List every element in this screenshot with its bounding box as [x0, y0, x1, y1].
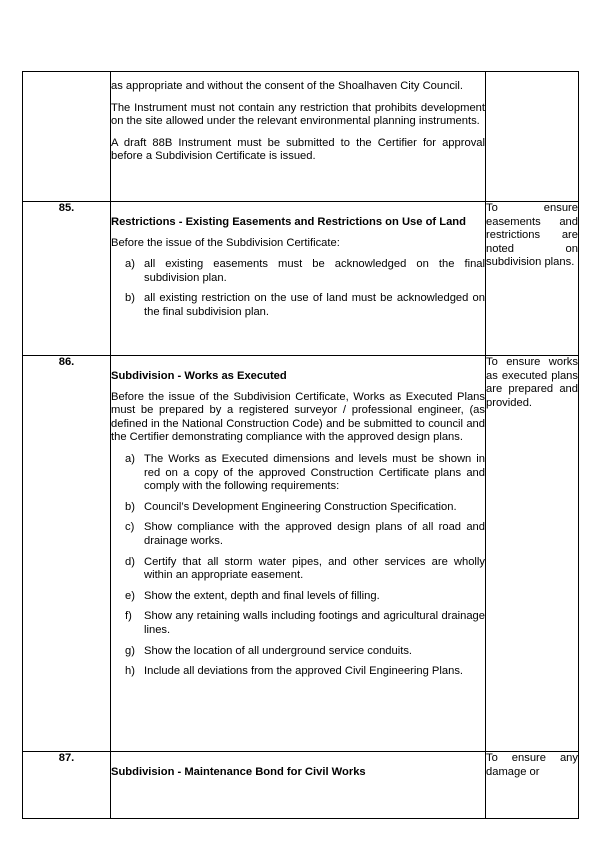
list-item — [111, 258, 485, 285]
condition-body — [111, 752, 486, 819]
list-item — [111, 610, 485, 637]
conditions-table — [22, 71, 579, 819]
paragraph: Before the issue of the Subdivision Certificate, Works as Executed Plans must be prepared by a registered surveyor / professional engineer, (as defined in the National Construction Code) and be submitted to council and the Certifier demonstrating compliance with the approved design plans. — [111, 390, 485, 444]
list-item — [111, 645, 485, 659]
list-text: Council’s Development Engineering Construction Specification. — [144, 500, 457, 513]
list-text: Show any retaining walls including footings and agricultural drainage lines. — [144, 610, 485, 636]
paragraph: The Instrument must not contain any restriction that prohibits development on the site allowed under the relevant environmental planning instruments. — [111, 101, 485, 128]
paragraph: Before the issue of the Subdivision Certificate: — [111, 236, 340, 249]
list-text: Include all deviations from the approved Civil Engineering Plans. — [144, 665, 464, 678]
condition-body — [111, 72, 486, 202]
list-text: all existing restriction on the use of land must be acknowledged on the final subdivision plan. — [144, 292, 485, 318]
list-item — [111, 590, 485, 604]
condition-number: 86. — [23, 356, 111, 752]
paragraph: as appropriate and without the consent of the Shoalhaven City Council. — [111, 80, 464, 92]
list-item — [111, 292, 485, 319]
list-label: a) — [125, 452, 135, 465]
list-item — [111, 521, 485, 548]
list-label: e) — [125, 589, 135, 602]
list-text: all existing easements must be acknowledged on the final subdivision plan. — [144, 258, 485, 284]
condition-reason — [486, 72, 579, 202]
list-item — [111, 453, 485, 494]
list-text: Certify that all storm water pipes, and other services are wholly within an appropriate easement. — [144, 555, 485, 582]
list-label: f) — [125, 610, 132, 623]
condition-heading: Restrictions - Existing Easements and Restrictions on Use of Land — [111, 216, 466, 228]
condition-body — [111, 356, 486, 752]
list-text: Show the location of all underground service conduits. — [144, 644, 413, 657]
table-row — [23, 72, 579, 202]
list-label: b) — [125, 500, 135, 513]
list-text: Show the extent, depth and final levels of filling. — [144, 589, 380, 602]
list-text: The Works as Executed dimensions and levels must be shown in red on a copy of the approved Construction Certificate plans and comply with the following requirements: — [144, 452, 485, 493]
condition-reason: To ensure any damage or — [486, 752, 579, 819]
table-row — [23, 752, 579, 819]
condition-number: 85. — [23, 202, 111, 356]
list-item — [111, 665, 485, 679]
list-label: h) — [125, 665, 135, 678]
table-row — [23, 356, 579, 752]
condition-heading: Subdivision - Works as Executed — [111, 370, 287, 382]
list-label: b) — [125, 292, 135, 305]
table-row — [23, 202, 579, 356]
condition-body — [111, 202, 486, 356]
list-item — [111, 501, 485, 515]
condition-reason: To ensure easements and restrictions are noted on subdivision plans. — [486, 202, 579, 356]
condition-number — [23, 72, 111, 202]
condition-heading: Subdivision - Maintenance Bond for Civil Works — [111, 766, 366, 778]
condition-reason: To ensure works as executed plans are prepared and provided. — [486, 356, 579, 752]
list-label: g) — [125, 644, 135, 657]
paragraph: A draft 88B Instrument must be submitted to the Certifier for approval before a Subdivision Certificate is issued. — [111, 136, 485, 163]
list-item — [111, 556, 485, 583]
list-label: a) — [125, 258, 135, 271]
condition-number: 87. — [23, 752, 111, 819]
list-label: d) — [125, 555, 135, 568]
list-label: c) — [125, 521, 135, 534]
list-text: Show compliance with the approved design plans of all road and drainage works. — [144, 521, 485, 547]
